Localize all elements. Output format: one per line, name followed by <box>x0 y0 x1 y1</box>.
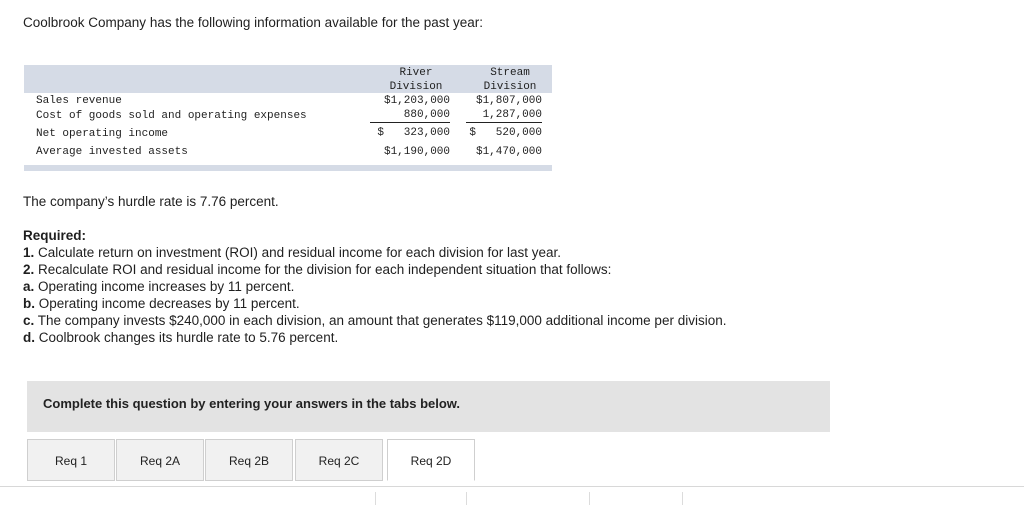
intro-text: Coolbrook Company has the following information available for the past year: <box>23 15 484 30</box>
stream-cost-of-goods: 1,287,000 <box>466 108 542 123</box>
required-item-b: b. Operating income decreases by 11 percent. <box>23 296 300 311</box>
tab-req-2d[interactable]: Req 2D <box>387 439 475 481</box>
row-label-net-operating-income: Net operating income <box>36 128 169 140</box>
header-river-line2: Division <box>389 81 443 93</box>
required-item-d: d. Coolbrook changes its hurdle rate to 5.76 percent. <box>23 330 339 345</box>
river-average-invested-assets: $1,190,000 <box>383 146 450 158</box>
tab-req-1[interactable]: Req 1 <box>27 439 115 481</box>
tab-req-2a[interactable]: Req 2A <box>116 439 204 481</box>
river-net-operating-income: $ 323,000 <box>377 127 450 139</box>
required-title: Required: <box>23 228 87 243</box>
river-sales-revenue: $1,203,000 <box>383 95 450 107</box>
header-river-line1: River <box>399 67 433 79</box>
required-item-1: 1. Calculate return on investment (ROI) and residual income for each division for last year. <box>23 245 562 260</box>
content-divider <box>0 486 1024 487</box>
required-item-c: c. The company invests $240,000 in each division, an amount that generates $119,000 additional income per division. <box>23 313 727 328</box>
instruction-banner <box>27 381 830 432</box>
tab-req-2c[interactable]: Req 2C <box>295 439 383 481</box>
header-stream-line1: Stream <box>490 67 530 79</box>
required-section <box>23 227 726 346</box>
river-cost-of-goods: 880,000 <box>370 108 450 123</box>
column-divider <box>589 492 590 505</box>
column-divider <box>682 492 683 505</box>
table-footer-band <box>24 165 552 171</box>
required-item-2: 2. Recalculate ROI and residual income for the division for each independent situation that follows: <box>23 262 612 277</box>
column-divider <box>375 492 376 505</box>
stream-average-invested-assets: $1,470,000 <box>475 146 542 158</box>
hurdle-rate-text: The company’s hurdle rate is 7.76 percent. <box>23 194 279 209</box>
header-stream-line2: Division <box>483 81 537 93</box>
required-item-a: a. Operating income increases by 11 percent. <box>23 279 295 294</box>
row-label-average-invested-assets: Average invested assets <box>36 146 188 158</box>
row-label-sales-revenue: Sales revenue <box>36 95 122 107</box>
row-label-cost-of-goods: Cost of goods sold and operating expenses <box>36 110 307 122</box>
instruction-text: Complete this question by entering your answers in the tabs below. <box>43 396 461 411</box>
column-divider <box>466 492 467 505</box>
division-data-table <box>24 65 552 171</box>
stream-net-operating-income: $ 520,000 <box>469 127 542 139</box>
tab-req-2b[interactable]: Req 2B <box>205 439 293 481</box>
stream-sales-revenue: $1,807,000 <box>475 95 542 107</box>
